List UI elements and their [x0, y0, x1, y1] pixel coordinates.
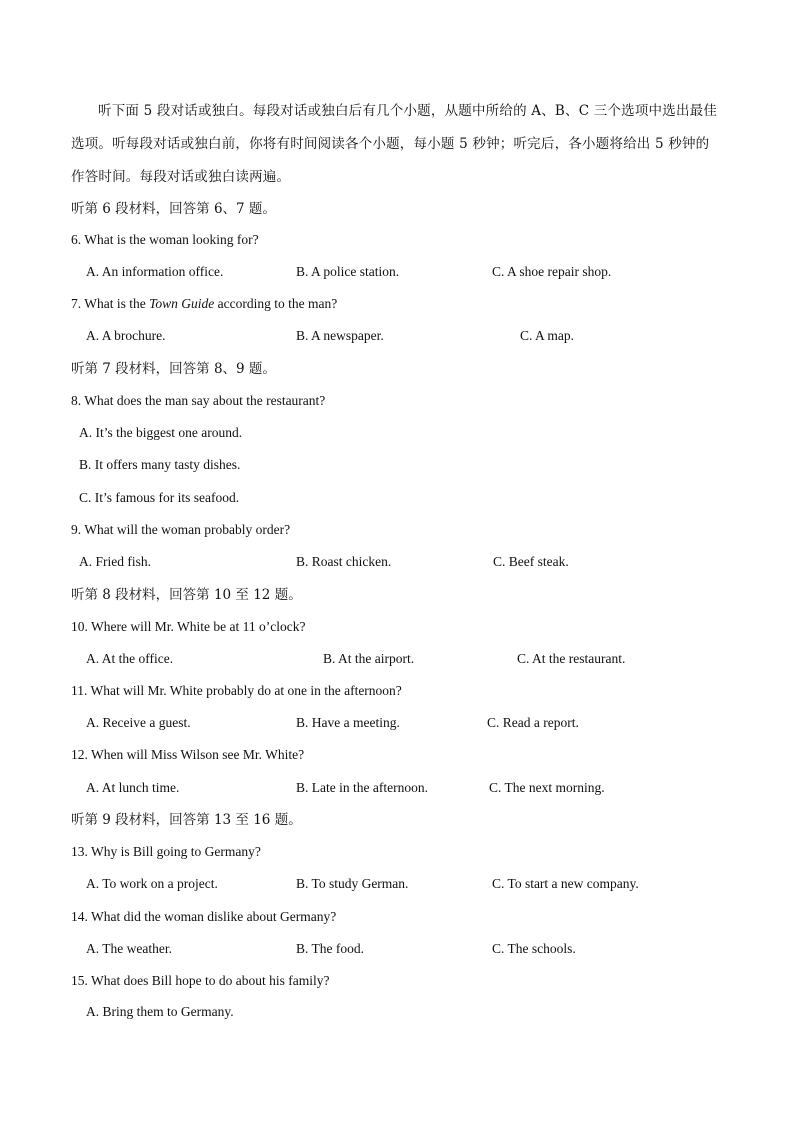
question-6-stem: 6. What is the woman looking for? [71, 232, 259, 247]
instructions-line-1: 听下面 5 段对话或独白。每段对话或独白后有几个小题，从题中所给的 A、B、C 三个选项中选出最佳 [98, 103, 718, 119]
question-10-option-a: A. At the office. [86, 651, 174, 666]
question-13-stem: 13. Why is Bill going to Germany? [71, 844, 261, 859]
question-13-option-a: A. To work on a project. [86, 876, 218, 891]
question-7-option-a: A. A brochure. [86, 328, 166, 343]
question-14-option-c: C. The schools. [492, 941, 576, 956]
question-13-option-b: B. To study German. [296, 876, 409, 891]
question-11-stem: 11. What will Mr. White probably do at one in the afternoon? [71, 683, 402, 698]
question-12-option-b: B. Late in the afternoon. [296, 780, 428, 795]
question-12-option-c: C. The next morning. [489, 780, 605, 795]
question-7-option-c: C. A map. [520, 328, 575, 343]
question-8-option-b: B. It offers many tasty dishes. [79, 457, 241, 472]
question-10-option-b: B. At the airport. [323, 651, 415, 666]
question-14-option-a: A. The weather. [86, 941, 172, 956]
question-12-option-a: A. At lunch time. [86, 780, 180, 795]
question-7-stem-pre: 7. What is the [71, 296, 150, 311]
question-6-option-a: A. An information office. [86, 264, 224, 279]
question-11-option-a: A. Receive a guest. [86, 715, 191, 730]
question-8-option-a: A. It’s the biggest one around. [79, 425, 243, 440]
question-9-option-a: A. Fried fish. [79, 554, 151, 569]
instructions-line-3: 作答时间。每段对话或独白读两遍。 [71, 169, 291, 185]
question-7-stem-post: according to the man? [214, 296, 338, 311]
question-7-option-b: B. A newspaper. [296, 328, 384, 343]
question-12-stem: 12. When will Miss Wilson see Mr. White? [71, 747, 305, 762]
instructions-line-2: 选项。听每段对话或独白前，你将有时间阅读各个小题，每小题 5 秒钟；听完后，各小题将给出 5 秒钟的 [71, 136, 710, 152]
question-9-option-c: C. Beef steak. [493, 554, 569, 569]
question-6-option-c: C. A shoe repair shop. [492, 264, 612, 279]
question-14-option-b: B. The food. [296, 941, 364, 956]
question-8-stem: 8. What does the man say about the restaurant? [71, 393, 326, 408]
question-15-stem: 15. What does Bill hope to do about his family? [71, 973, 330, 988]
section-heading-6: 听第 6 段材料，回答第 6、7 题。 [71, 201, 276, 217]
section-heading-8: 听第 8 段材料，回答第 10 至 12 题。 [71, 587, 302, 603]
question-9-option-b: B. Roast chicken. [296, 554, 392, 569]
question-6-option-b: B. A police station. [296, 264, 400, 279]
question-14-stem: 14. What did the woman dislike about Germany? [71, 909, 337, 924]
question-10-stem: 10. Where will Mr. White be at 11 o’clock? [71, 619, 306, 634]
question-8-option-c: C. It’s famous for its seafood. [79, 490, 240, 505]
question-11-option-c: C. Read a report. [487, 715, 579, 730]
question-7-stem [71, 295, 337, 313]
question-7-stem-title: Town Guide [149, 296, 215, 311]
question-15-option-a: A. Bring them to Germany. [86, 1004, 234, 1019]
section-heading-9: 听第 9 段材料，回答第 13 至 16 题。 [71, 812, 302, 828]
question-10-option-c: C. At the restaurant. [517, 651, 626, 666]
section-heading-7: 听第 7 段材料，回答第 8、9 题。 [71, 361, 276, 377]
question-9-stem: 9. What will the woman probably order? [71, 522, 291, 537]
question-11-option-b: B. Have a meeting. [296, 715, 400, 730]
question-13-option-c: C. To start a new company. [492, 876, 639, 891]
